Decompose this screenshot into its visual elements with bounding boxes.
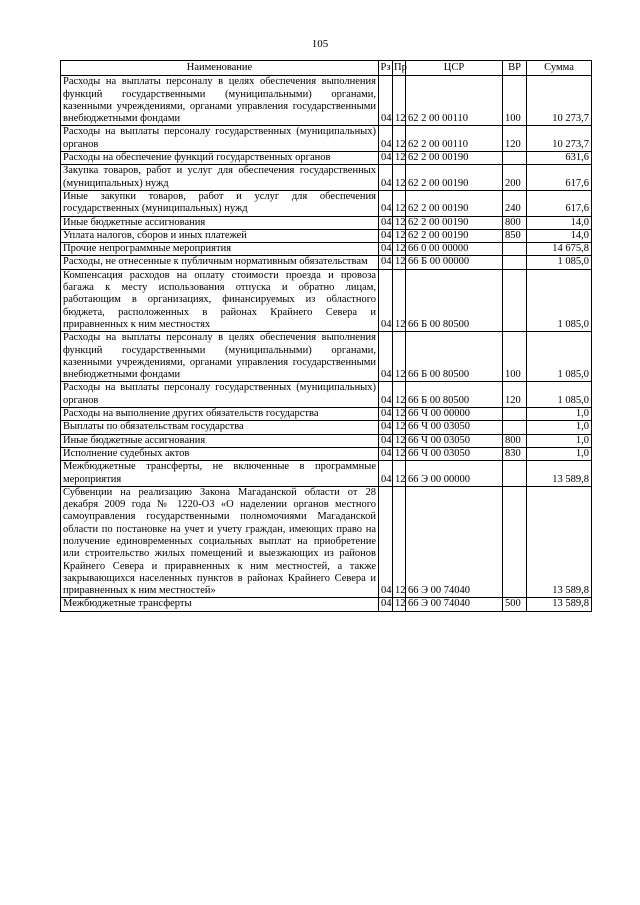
cell-pr: 12	[393, 598, 406, 611]
cell-csr: 62 2 00 00190	[406, 190, 503, 216]
header-name: Наименование	[61, 61, 379, 76]
cell-rz: 04	[379, 165, 393, 191]
cell-sum: 10 273,7	[527, 76, 592, 126]
cell-vr: 800	[503, 216, 527, 229]
cell-csr: 66 Э 00 00000	[406, 461, 503, 487]
cell-name: Межбюджетные трансферты	[61, 598, 379, 611]
cell-vr	[503, 152, 527, 165]
cell-rz: 04	[379, 126, 393, 152]
cell-vr: 800	[503, 434, 527, 447]
cell-name: Выплаты по обязательствам государства	[61, 421, 379, 434]
cell-vr: 100	[503, 332, 527, 382]
cell-name: Закупка товаров, работ и услуг для обеспечения государственных (муниципальных) нужд	[61, 165, 379, 191]
cell-csr: 66 Б 00 00000	[406, 256, 503, 269]
table-row	[61, 216, 592, 229]
cell-sum: 1,0	[527, 408, 592, 421]
table-row	[61, 269, 592, 331]
table-row	[61, 598, 592, 611]
cell-csr: 62 2 00 00190	[406, 216, 503, 229]
cell-name: Расходы на выплаты персоналу в целях обеспечения выполнения функций государственными (муниципальными) органами, казенными учреждениями, органами управления государственными внебюджетными фондами	[61, 332, 379, 382]
cell-rz: 04	[379, 152, 393, 165]
cell-pr: 12	[393, 461, 406, 487]
cell-csr: 66 Ч 00 03050	[406, 434, 503, 447]
cell-csr: 66 Б 00 80500	[406, 332, 503, 382]
cell-vr: 120	[503, 126, 527, 152]
cell-sum: 14 675,8	[527, 243, 592, 256]
cell-name: Компенсация расходов на оплату стоимости проезда и провоза багажа к месту использования отпуска и обратно лицам, работающим в организациях, финансируемых из областного бюджета, расположенных в районах Крайнего Севера и приравненных к ним местностях	[61, 269, 379, 331]
cell-csr: 66 Э 00 74040	[406, 486, 503, 598]
cell-sum: 14,0	[527, 229, 592, 242]
table-row	[61, 382, 592, 408]
cell-pr: 12	[393, 256, 406, 269]
cell-pr: 12	[393, 243, 406, 256]
cell-sum: 1 085,0	[527, 382, 592, 408]
header-sum: Сумма	[527, 61, 592, 76]
cell-pr: 12	[393, 447, 406, 460]
cell-name: Иные бюджетные ассигнования	[61, 216, 379, 229]
cell-vr	[503, 486, 527, 598]
cell-sum: 1 085,0	[527, 256, 592, 269]
cell-name: Иные бюджетные ассигнования	[61, 434, 379, 447]
cell-csr: 66 0 00 00000	[406, 243, 503, 256]
cell-pr: 12	[393, 421, 406, 434]
cell-name: Расходы на выполнение других обязательств государства	[61, 408, 379, 421]
cell-vr: 120	[503, 382, 527, 408]
header-pr: Пр	[393, 61, 406, 76]
cell-vr: 850	[503, 229, 527, 242]
cell-rz: 04	[379, 216, 393, 229]
cell-name: Прочие непрограммные мероприятия	[61, 243, 379, 256]
cell-csr: 66 Ч 00 00000	[406, 408, 503, 421]
cell-vr	[503, 461, 527, 487]
cell-vr: 500	[503, 598, 527, 611]
cell-sum: 14,0	[527, 216, 592, 229]
cell-name: Расходы, не отнесенные к публичным нормативным обязательствам	[61, 256, 379, 269]
cell-pr: 12	[393, 434, 406, 447]
cell-sum: 617,6	[527, 190, 592, 216]
cell-vr: 200	[503, 165, 527, 191]
table-row	[61, 126, 592, 152]
cell-sum: 13 589,8	[527, 461, 592, 487]
cell-rz: 04	[379, 598, 393, 611]
cell-rz: 04	[379, 382, 393, 408]
cell-name: Исполнение судебных актов	[61, 447, 379, 460]
cell-csr: 66 Б 00 80500	[406, 269, 503, 331]
cell-name: Расходы на обеспечение функций государственных органов	[61, 152, 379, 165]
cell-pr: 12	[393, 152, 406, 165]
table-row	[61, 332, 592, 382]
cell-name: Межбюджетные трансферты, не включенные в программные мероприятия	[61, 461, 379, 487]
cell-pr: 12	[393, 486, 406, 598]
cell-csr: 62 2 00 00190	[406, 165, 503, 191]
table-row	[61, 76, 592, 126]
table-row	[61, 190, 592, 216]
cell-name: Расходы на выплаты персоналу в целях обеспечения выполнения функций государственными (муниципальными) органами, казенными учреждениями, органами управления государственными внебюджетными фондами	[61, 76, 379, 126]
table-row	[61, 434, 592, 447]
page-number: 105	[311, 38, 329, 50]
cell-pr: 12	[393, 332, 406, 382]
table-row	[61, 461, 592, 487]
cell-csr: 66 Э 00 74040	[406, 598, 503, 611]
cell-name: Иные закупки товаров, работ и услуг для обеспечения государственных (муниципальных) нужд	[61, 190, 379, 216]
cell-pr: 12	[393, 216, 406, 229]
cell-pr: 12	[393, 190, 406, 216]
cell-rz: 04	[379, 190, 393, 216]
cell-rz: 04	[379, 256, 393, 269]
cell-rz: 04	[379, 486, 393, 598]
cell-sum: 631,6	[527, 152, 592, 165]
budget-table	[60, 60, 592, 612]
table-row	[61, 243, 592, 256]
cell-vr	[503, 408, 527, 421]
cell-csr: 66 Ч 00 03050	[406, 421, 503, 434]
cell-csr: 62 2 00 00190	[406, 152, 503, 165]
cell-rz: 04	[379, 447, 393, 460]
cell-rz: 04	[379, 408, 393, 421]
cell-vr	[503, 269, 527, 331]
cell-vr	[503, 256, 527, 269]
cell-vr: 830	[503, 447, 527, 460]
cell-pr: 12	[393, 229, 406, 242]
cell-rz: 04	[379, 461, 393, 487]
cell-sum: 10 273,7	[527, 126, 592, 152]
cell-csr: 62 2 00 00190	[406, 229, 503, 242]
table-row	[61, 256, 592, 269]
cell-rz: 04	[379, 76, 393, 126]
cell-rz: 04	[379, 243, 393, 256]
cell-pr: 12	[393, 408, 406, 421]
cell-sum: 1,0	[527, 434, 592, 447]
cell-sum: 1,0	[527, 447, 592, 460]
table-header-row	[61, 61, 592, 76]
cell-rz: 04	[379, 332, 393, 382]
table-row	[61, 447, 592, 460]
cell-rz: 04	[379, 421, 393, 434]
cell-vr	[503, 421, 527, 434]
table-row	[61, 421, 592, 434]
cell-vr: 100	[503, 76, 527, 126]
cell-name: Уплата налогов, сборов и иных платежей	[61, 229, 379, 242]
header-csr: ЦСР	[406, 61, 503, 76]
cell-sum: 1,0	[527, 421, 592, 434]
cell-sum: 1 085,0	[527, 332, 592, 382]
cell-name: Расходы на выплаты персоналу государственных (муниципальных) органов	[61, 382, 379, 408]
cell-pr: 12	[393, 76, 406, 126]
cell-csr: 66 Ч 00 03050	[406, 447, 503, 460]
cell-csr: 62 2 00 00110	[406, 76, 503, 126]
cell-rz: 04	[379, 229, 393, 242]
cell-sum: 13 589,8	[527, 486, 592, 598]
cell-name: Субвенции на реализацию Закона Магаданской области от 28 декабря 2009 года № 1220-ОЗ «О наделении органов местного самоуправления государственными полномочиями Магаданской области по постановке на учет и учету граждан, имеющих право на получение единовременных социальных выплат на приобретение или строительство жилых помещений и выезжающих из районов Крайнего Севера и приравненных к ним местностей, а также закрывающихся населенных пунктов в районах Крайнего Севера и приравненных к ним местностей»	[61, 486, 379, 598]
cell-name: Расходы на выплаты персоналу государственных (муниципальных) органов	[61, 126, 379, 152]
cell-rz: 04	[379, 434, 393, 447]
header-vr: ВР	[503, 61, 527, 76]
cell-csr: 62 2 00 00110	[406, 126, 503, 152]
cell-vr: 240	[503, 190, 527, 216]
cell-sum: 13 589,8	[527, 598, 592, 611]
cell-pr: 12	[393, 126, 406, 152]
cell-pr: 12	[393, 382, 406, 408]
table-row	[61, 229, 592, 242]
table-row	[61, 165, 592, 191]
cell-pr: 12	[393, 269, 406, 331]
cell-vr	[503, 243, 527, 256]
cell-csr: 66 Б 00 80500	[406, 382, 503, 408]
table-row	[61, 486, 592, 598]
cell-sum: 617,6	[527, 165, 592, 191]
table-row	[61, 152, 592, 165]
cell-pr: 12	[393, 165, 406, 191]
cell-sum: 1 085,0	[527, 269, 592, 331]
table-row	[61, 408, 592, 421]
cell-rz: 04	[379, 269, 393, 331]
header-rz: Рз	[379, 61, 393, 76]
